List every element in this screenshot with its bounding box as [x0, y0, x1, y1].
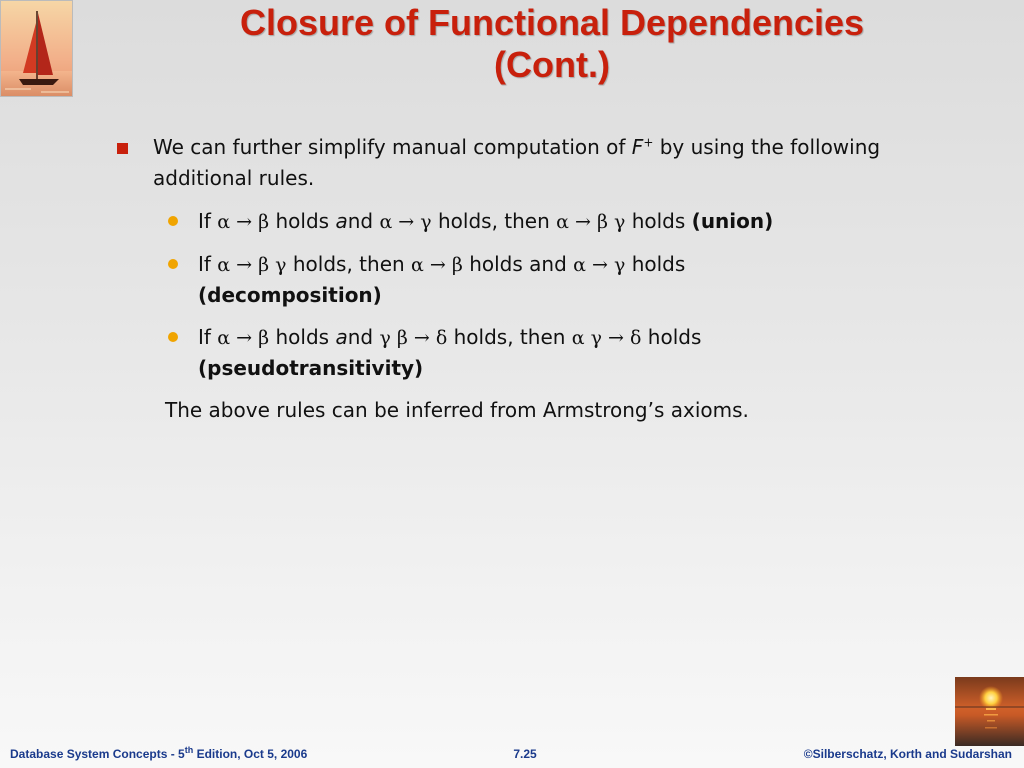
rule-text: a	[335, 325, 348, 349]
rule-text: nd	[347, 209, 380, 233]
rule-union	[115, 206, 935, 237]
main-bullet	[115, 132, 935, 194]
rule-if: If	[198, 209, 218, 233]
rule-formula: α → β γ	[556, 211, 626, 233]
rule-formula: α → β γ	[217, 254, 287, 276]
rule-formula: α → γ	[573, 254, 626, 276]
footer-page-number: 7.25	[513, 747, 537, 761]
footer-text: Edition, Oct 5, 2006	[193, 747, 308, 761]
rule-text: holds, then	[286, 252, 412, 276]
round-bullet-icon	[168, 259, 178, 269]
rule-text: holds	[269, 209, 336, 233]
rule-name: (pseudotransitivity)	[198, 356, 424, 380]
rule-text: holds, then	[431, 209, 557, 233]
rule-formula: γ β → δ	[379, 327, 448, 349]
footer-text: Database System Concepts - 5	[10, 747, 185, 761]
sunset-over-water-icon	[955, 677, 1024, 746]
rule-decomposition	[115, 249, 935, 310]
round-bullet-icon	[168, 332, 178, 342]
f-symbol: F	[631, 135, 644, 159]
footer-superscript: th	[184, 745, 194, 755]
slide-title-line2: (Cont.)	[494, 44, 610, 85]
rule-formula: α → γ	[379, 211, 432, 233]
slide-content	[115, 132, 935, 425]
rule-text: holds	[641, 325, 702, 349]
main-bullet-text-b: by using the following additional rules.	[153, 135, 881, 190]
rule-text: holds, then	[447, 325, 572, 349]
rule-text: holds	[625, 209, 692, 233]
rule-if: If	[198, 252, 218, 276]
rule-formula: α → β	[217, 211, 270, 233]
rule-name: (union)	[691, 209, 774, 233]
rules-note: The above rules can be inferred from Armstrong’s axioms.	[165, 398, 749, 422]
footer-book-info	[10, 745, 307, 763]
round-bullet-icon	[168, 216, 178, 226]
footer-copyright: ©Silberschatz, Korth and Sudarshan	[803, 747, 1012, 761]
rule-if: If	[198, 325, 218, 349]
sailboat-sunset-icon	[0, 0, 73, 97]
rule-formula: α → β	[217, 327, 270, 349]
rule-text: a	[335, 209, 348, 233]
plus-superscript: +	[643, 135, 654, 150]
square-bullet-icon	[117, 143, 128, 154]
rule-pseudotransitivity	[115, 322, 935, 383]
rule-text: holds and	[462, 252, 574, 276]
rule-name: (decomposition)	[198, 283, 382, 307]
rule-text: holds	[625, 252, 686, 276]
rule-formula: α → β	[411, 254, 463, 276]
rule-formula: α γ → δ	[571, 327, 642, 349]
main-bullet-text-a: We can further simplify manual computation of	[153, 135, 632, 159]
rule-text: nd	[347, 325, 380, 349]
rule-text: holds	[269, 325, 336, 349]
slide-title	[80, 2, 1024, 86]
slide-title-line1: Closure of Functional Dependencies	[239, 2, 865, 43]
